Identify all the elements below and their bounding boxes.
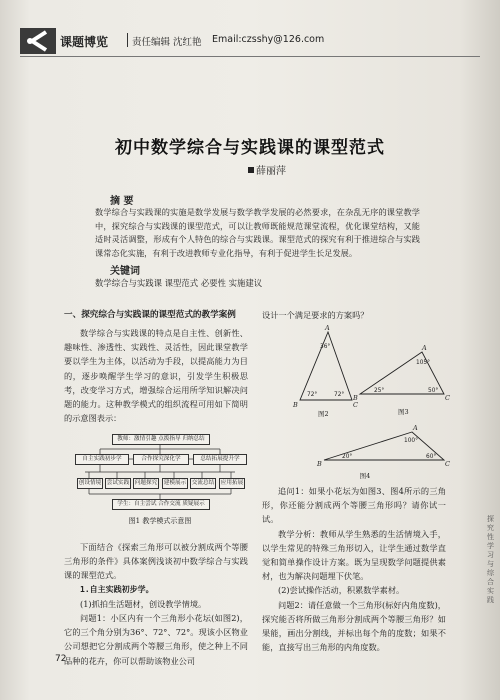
- tri2-angle-a: 36°: [320, 344, 331, 350]
- abstract-text: 数学综合与实践课的实施是数学发展与数学教学发展的必然要求，在杂乱无序的课堂教学中，探究综合与实践课的课型范式，可以让教师既能规范课堂流程，优化课堂结构，又能适时灵活调整，形成有个人特色的综合与实践课。课型范式的探究有利于推进综合与实践课常态化实施，有利于改进教师专业化指导，有利于促进学生长足发展。: [95, 207, 420, 258]
- editor-label: 责任编辑 沈红艳: [132, 37, 202, 48]
- abstract-heading: 摘 要: [110, 196, 134, 207]
- tri3-angle-a: 105°: [416, 360, 430, 366]
- subheading-3: (2)尝试操作活动，积累数学素材。: [278, 585, 405, 596]
- left-column-bottom: [64, 540, 248, 668]
- tri2-vertex-b: B: [293, 401, 298, 409]
- adjacent-page-edge-text: 探究性学习与综合实践: [487, 515, 494, 604]
- tri3-angle-b: 25°: [374, 388, 385, 394]
- author-name: 薛丽萍: [256, 166, 286, 177]
- article-title: 初中数学综合与实践课的课型范式: [115, 138, 385, 158]
- keywords-text: 数学综合与实践课 课型范式 必要性 实施建议: [95, 278, 263, 288]
- tri3-vertex-c: C: [445, 394, 450, 402]
- flow-step-5: 交流总结: [190, 478, 216, 489]
- right-column-bottom: [262, 484, 446, 654]
- editor-email: Email:czsshy@126.com: [212, 34, 325, 45]
- author-marker-icon: [248, 167, 254, 173]
- flow-step-3: 问题探究: [133, 478, 159, 489]
- tri4-vertex-a: A: [413, 424, 418, 432]
- tri4-angle-a: 100°: [404, 438, 418, 444]
- figure-2-caption: 图2: [318, 410, 329, 418]
- right-column-top: [262, 308, 446, 322]
- teaching-model-diagram: [75, 432, 245, 532]
- tri4-angle-b: 20°: [342, 454, 353, 460]
- left-paragraph-1: 数学综合与实践课的特点是自主性、创新性、趣味性、渗透性、实践性、灵活性，因此课堂教学要以学生为主体，以活动为手段，以提高能力为目的，逐步唤醒学生学习的意识，引发学生积极思考，改变学习方式，增强综合运用所学知识解决问题的能力。这种教学模式的组织流程可用如下简明的示意图表示：: [64, 328, 248, 424]
- figure-4-caption: 图4: [359, 472, 371, 480]
- column-name: 课题博览: [60, 35, 109, 49]
- header-rule: [20, 56, 480, 57]
- right-paragraph-1: 追问1：如果小花坛为如图3、图4所示的三角形，你还能分割成两个等腰三角形吗？请你试一试。: [262, 486, 446, 525]
- tri2-vertex-c: C: [353, 401, 358, 409]
- tri4-vertex-b: B: [317, 460, 322, 468]
- left-paragraph-2: 下面结合《探索三角形可以被分割成两个等腰三角形的条件》具体案例浅谈初中数学综合与实践课的课型范式。: [64, 542, 248, 581]
- flow-student-box: 学生：自主尝试 合作交流 质疑展示: [112, 499, 210, 510]
- tri4-angle-c: 60°: [426, 454, 437, 460]
- section-heading-1: 一、探究综合与实践课的课型范式的教学案例: [64, 310, 236, 320]
- column-logo-icon: [20, 28, 56, 54]
- flow-step-2: 尝试实践: [105, 478, 131, 489]
- figure-3-caption: 图3: [398, 408, 409, 416]
- keywords-heading: 关键词: [110, 266, 140, 277]
- flow-stage-1: 自主实践初步学: [75, 454, 129, 465]
- tri3-vertex-b: B: [353, 394, 358, 402]
- left-paragraph-3: 问题1：小区内有一个三角形小花坛(如图2)，它的三个角分别为36°、72°、72°。现该小区物业公司想把它分割成两个等腰三角形，使之种上不同品种的花卉，你可以帮助该物业公司: [64, 613, 248, 666]
- right-paragraph-3: 问题2：请任意做一个三角形(标好内角度数)，探究能否将所做三角形分割成两个等腰三角形？如果能，画出分割线，并标出每个角的度数；如果不能，直接写出三角形的内角度数。: [262, 599, 446, 653]
- header-divider: [127, 33, 128, 47]
- figure-1-caption: 图1 教学模式示意图: [128, 517, 192, 525]
- tri3-vertex-a: A: [422, 344, 427, 352]
- subheading-2: (1)抓拍生活题材，创设教学情境。: [80, 598, 207, 609]
- right-paragraph-2: 教学分析：教师从学生熟悉的生活情境入手，以学生常见的特殊三角形切入，让学生通过数学直觉和简单操作设计方案。既为呈现数学问题提供素材，也为解决问题埋下伏笔。: [262, 528, 446, 582]
- tri2-vertex-a: A: [325, 324, 330, 332]
- tri4-vertex-c: C: [445, 460, 450, 468]
- flow-stage-2: 合作探究深化学: [133, 454, 189, 465]
- tri3-angle-c: 50°: [428, 388, 439, 394]
- subheading-1: 1.自主实践初步学。: [80, 584, 154, 594]
- flow-step-4: 建模展示: [162, 478, 188, 489]
- right-paragraph-0: 设计一个满足要求的方案吗？: [262, 310, 369, 320]
- flow-step-1: 创设情境: [77, 478, 103, 489]
- tri2-angle-b: 72°: [307, 392, 318, 398]
- flow-teacher-box: 教师：激情引趣 点拨指导 归纳总结: [112, 434, 210, 445]
- triangle-figures: [262, 322, 452, 472]
- author: [248, 162, 286, 177]
- tri2-angle-c: 72°: [334, 392, 345, 398]
- left-column-top: [64, 308, 248, 425]
- flow-step-6: 应用拓展: [219, 478, 245, 489]
- header: [20, 28, 480, 52]
- page-number: 72: [55, 654, 67, 664]
- flow-stage-3: 总结拓展提升学: [193, 454, 247, 465]
